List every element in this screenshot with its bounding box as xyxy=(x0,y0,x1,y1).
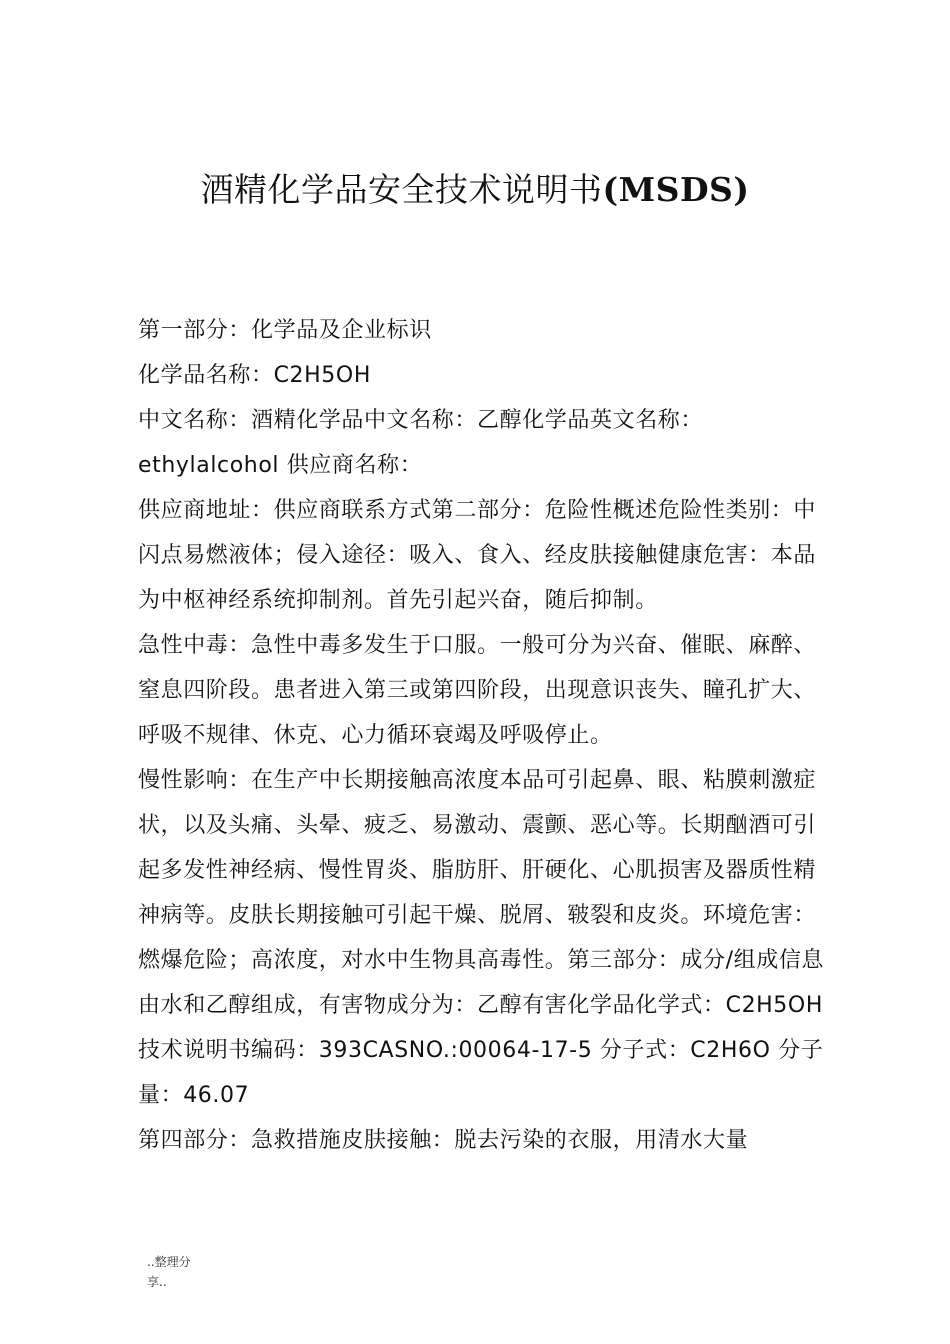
title-chinese: 酒精化学品安全技术说明书 xyxy=(200,170,603,209)
paragraph-section-1-heading: 第一部分：化学品及企业标识 xyxy=(138,318,432,343)
paragraph-supplier-hazard: 供应商地址：供应商联系方式第二部分：危险性概述危险性类别：中闪点易燃液体；侵入途径：吸入、食入、经皮肤接触健康危害：本品为中枢神经系统抑制剂。首先引起兴奋，随后抑制。 xyxy=(138,498,817,613)
paragraph-names: 中文名称：酒精化学品中文名称：乙醇化学品英文名称：ethylalcohol 供应商名称： xyxy=(138,408,704,478)
paragraph-chemical-name: 化学品名称：C2H5OH xyxy=(138,363,371,388)
paragraph-acute-poisoning: 急性中毒：急性中毒多发生于口服。一般可分为兴奋、催眠、麻醉、窒息四阶段。患者进入第三或第四阶段，出现意识丧失、瞳孔扩大、呼吸不规律、休克、心力循环衰竭及呼吸停止。 xyxy=(138,633,817,748)
title-msds: (MSDS) xyxy=(602,170,750,209)
paragraph-chronic-effects: 慢性影响：在生产中长期接触高浓度本品可引起鼻、眼、粘膜刺激症状，以及头痛、头晕、疲乏、易激动、震颤、恶心等。长期酗酒可引起多发性神经病、慢性胃炎、脂肪肝、肝硬化、心肌损害及器质性精神病等。皮肤长期接触可引起干燥、脱屑、皲裂和皮炎。环境危害：燃爆危险；高浓度，对水中生物具高毒性。第三部分：成分/组成信息由水和乙醇组成，有害物成分为：乙醇有害化学品化学式：C2H5OH 技术说明书编码：393CASNO.:00064-17-5 分子式：C2H6O 分子量：46.07 xyxy=(138,768,825,1108)
page-title xyxy=(0,164,950,216)
footer-note: ..整理分享.. xyxy=(147,1255,191,1289)
paragraph-first-aid: 第四部分：急救措施皮肤接触：脱去污染的衣服，用清水大量 xyxy=(138,1128,749,1153)
document-body xyxy=(138,308,828,1163)
